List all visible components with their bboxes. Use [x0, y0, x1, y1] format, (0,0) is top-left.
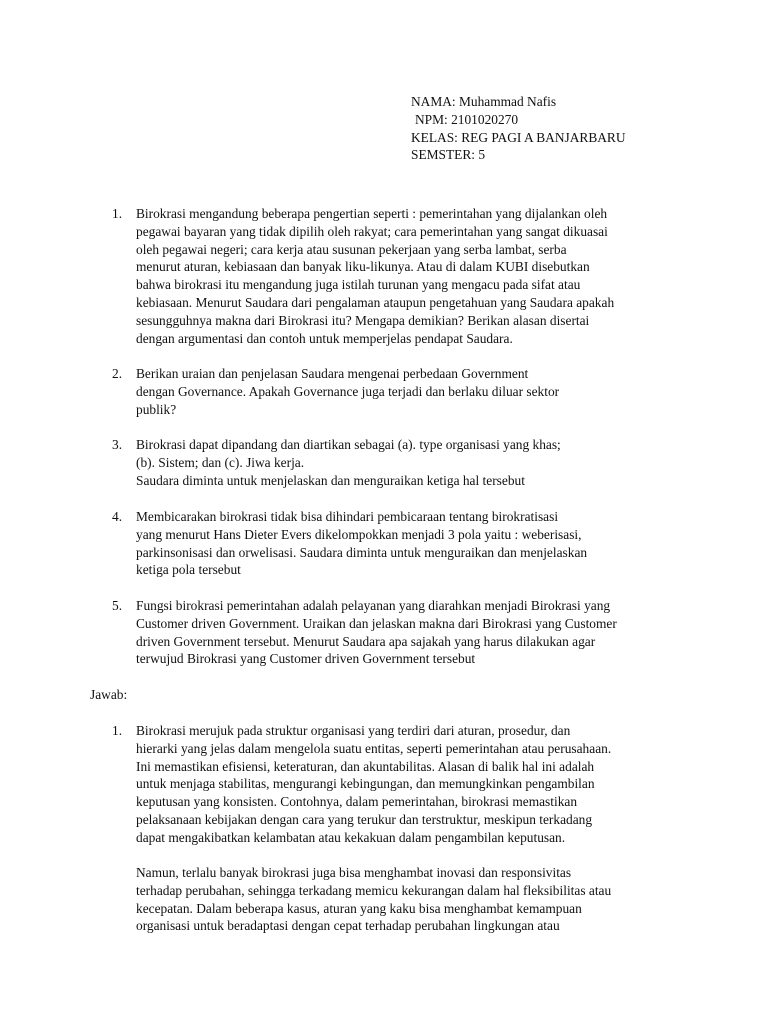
text-line: keputusan yang konsisten. Contohnya, dalam pemerintahan, birokrasi memastikan	[136, 794, 578, 810]
text-line: Fungsi birokrasi pemerintahan adalah pelayanan yang diarahkan menjadi Birokrasi yang	[136, 598, 611, 613]
text-line: dapat mengakibatkan kelambatan atau kekakuan dalam pengambilan keputusan.	[136, 829, 566, 845]
text-line: dengan Governance. Apakah Governance juga terjadi dan berlaku diluar sektor	[136, 383, 560, 399]
text-line: Berikan uraian dan penjelasan Saudara mengenai perbedaan Government	[136, 366, 529, 381]
text-line: sesungguhnya makna dari Birokrasi itu? Mengapa demikian? Berikan alasan disertai	[136, 312, 590, 328]
question-text	[136, 436, 681, 489]
question-number: 1.	[112, 206, 123, 221]
question-number: 2.	[112, 366, 123, 381]
text-line: (b). Sistem; dan (c). Jiwa kerja.	[136, 454, 305, 470]
student-npm: NPM: 2101020270	[415, 111, 519, 127]
text-line: untuk menjaga stabilitas, mengurangi kebingungan, dan memungkinkan pengambilan	[136, 776, 595, 792]
text-line: publik?	[136, 401, 177, 417]
text-line: driven Government tersebut. Menurut Saudara apa sajakah yang harus dilakukan agar	[136, 633, 596, 649]
question-text	[136, 365, 681, 418]
answer-paragraph	[136, 722, 681, 847]
text-line: Ini memastikan efisiensi, keteraturan, dan akuntabilitas. Alasan di balik hal ini adalah	[136, 758, 595, 774]
question-number: 5.	[112, 598, 123, 613]
text-line: Namun, terlalu banyak birokrasi juga bisa menghambat inovasi dan responsivitas	[136, 865, 572, 880]
question-text	[136, 597, 681, 668]
text-line: oleh pegawai negeri; cara kerja atau susunan pekerjaan yang serba lambat, serba	[136, 241, 567, 257]
text-line: pelaksanaan kebijakan dengan cara yang terukur dan terstruktur, meskipun terkadang	[136, 811, 593, 827]
question-number: 3.	[112, 437, 123, 452]
answer-section-label: Jawab:	[90, 687, 128, 702]
text-line: Birokrasi mengandung beberapa pengertian seperti : pemerintahan yang dijalankan oleh	[136, 206, 608, 221]
text-line: terwujud Birokrasi yang Customer driven Government tersebut	[136, 651, 476, 667]
answer-number: 1.	[112, 723, 123, 738]
question-number: 4.	[112, 509, 123, 524]
student-class: KELAS: REG PAGI A BANJARBARU	[411, 129, 626, 145]
text-line: kebiasaan. Menurut Saudara dari pengalaman ataupun pengetahuan yang Saudara apakah	[136, 294, 615, 310]
text-line: Birokrasi merujuk pada struktur organisasi yang terdiri dari aturan, prosedur, dan	[136, 723, 571, 738]
text-line: bahwa birokrasi itu mengandung juga istilah turunan yang mengacu pada sifat atau	[136, 277, 581, 293]
student-name: NAMA: Muhammad Nafis	[411, 94, 557, 109]
text-line: terhadap perubahan, sehingga terkadang memicu kekurangan dalam hal fleksibilitas atau	[136, 882, 612, 898]
text-line: Customer driven Government. Uraikan dan jelaskan makna dari Birokrasi yang Customer	[136, 615, 617, 631]
question-text	[136, 508, 681, 579]
text-line: ketiga pola tersebut	[136, 562, 241, 578]
text-line: dengan argumentasi dan contoh untuk memperjelas pendapat Saudara.	[136, 330, 513, 346]
text-line: parkinsonisasi dan orwelisasi. Saudara diminta untuk menguraikan dan menjelaskan	[136, 544, 588, 560]
text-line: menurut aturan, kebiasaan dan banyak liku-likunya. Atau di dalam KUBI disebutkan	[136, 259, 590, 275]
text-line: Saudara diminta untuk menjelaskan dan menguraikan ketiga hal tersebut	[136, 472, 525, 488]
student-info-header	[411, 93, 741, 164]
text-line: pegawai bayaran yang tidak dipilih oleh rakyat; cara pemerintahan yang sangat dikuasai	[136, 223, 608, 239]
student-semester: SEMSTER: 5	[411, 147, 486, 163]
text-line: kecepatan. Dalam beberapa kasus, aturan yang kaku bisa menghambat kemampuan	[136, 900, 582, 916]
answer-paragraph	[136, 864, 681, 935]
text-line: Birokrasi dapat dipandang dan diartikan sebagai (a). type organisasi yang khas;	[136, 437, 561, 452]
text-line: yang menurut Hans Dieter Evers dikelompokkan menjadi 3 pola yaitu : weberisasi,	[136, 526, 582, 542]
question-text	[136, 205, 681, 347]
text-line: organisasi untuk beradaptasi dengan cepat terhadap perubahan lingkungan atau	[136, 918, 560, 934]
text-line: Membicarakan birokrasi tidak bisa dihindari pembicaraan tentang birokratisasi	[136, 509, 559, 524]
text-line: hierarki yang jelas dalam mengelola suatu entitas, seperti pemerintahan atau perusahaan.	[136, 740, 612, 756]
